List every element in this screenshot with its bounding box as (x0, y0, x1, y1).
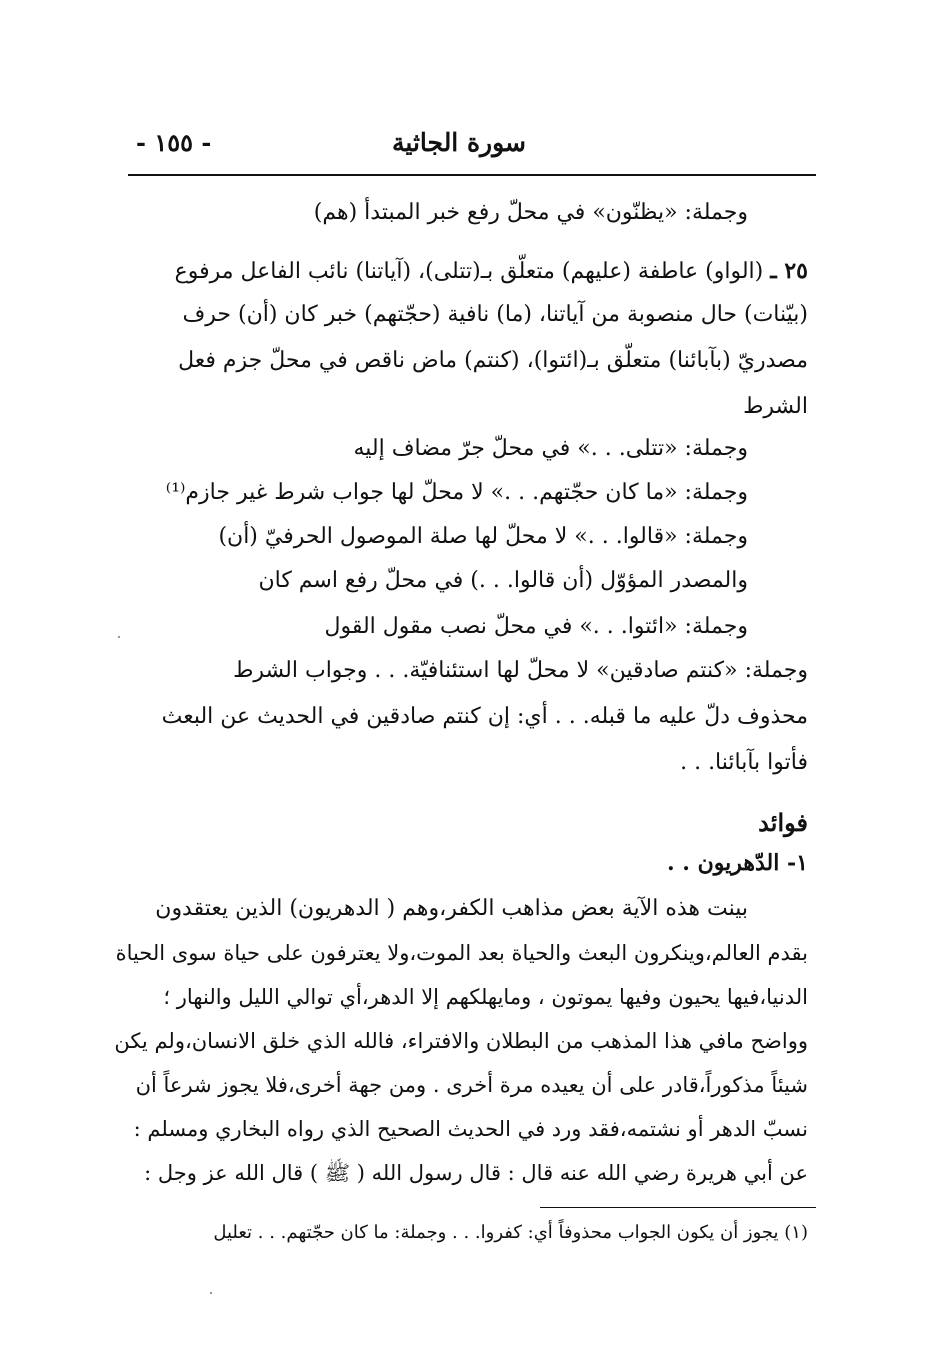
text-line: بينت هذه الآية بعض مذاهب الكفر،وهم ( الدهريون) الذين يعتقدون (155, 896, 748, 921)
paragraph-line (126, 256, 808, 287)
text-line: وجملة: «تتلى. . .» في محلّ جرّ مضاف إليه (353, 436, 748, 461)
text-line: وجملة: «ائتوا. . .» في محلّ نصب مقول القول (324, 614, 748, 639)
section-title: فوائد (758, 808, 808, 837)
running-title: سورة الجاثية (392, 128, 526, 157)
text-line: وجملة: «قالوا. . .» لا محلّ لها صلة الموصول الحرفيّ (أن) (218, 524, 748, 549)
page-header (128, 128, 816, 168)
footnote-rule (540, 1207, 816, 1208)
footnote: (١) يجوز أن يكون الجواب محذوفاً أي: كفروا. . . وجملة: ما كان حجّتهم. . . تعليل (213, 1222, 808, 1243)
text-line: محذوف دلّ عليه ما قبله. . . أي: إن كنتم صادقين في الحديث عن البعث (161, 704, 808, 729)
subsection-title: ١- الدّهريون . . (666, 850, 808, 876)
text-span: (الواو) عاطفة (عليهم) متعلّق بـ(تتلى)، (آياتنا) نائب الفاعل مرفوع (174, 259, 764, 284)
text-line: الشرط (743, 394, 808, 419)
text-line: عن أبي هريرة رضي الله عنه قال : قال رسول الله ( ﷺ ) قال الله عز وجل : (144, 1161, 808, 1185)
text-line: وجملة: «يظنّون» في محلّ رفع خبر المبتدأ (هم) (313, 200, 748, 225)
text-line: بقدم العالم،وينكرون البعث والحياة بعد الموت،ولا يعترفون على حياة سوى الحياة (115, 941, 808, 965)
page-number: - ١٥٥ - (136, 128, 212, 157)
text-line: مصدريّ (بآبائنا) متعلّق بـ(ائتوا)، (كنتم) ماض ناقص في محلّ جزم فعل (178, 348, 808, 373)
text-line: (بيّنات) حال منصوبة من آياتنا، (ما) نافية (حجّتهم) خبر كان (أن) حرف (182, 302, 808, 327)
scan-speck (210, 1292, 212, 1294)
scan-speck (118, 636, 120, 638)
text-line: وواضح مافي هذا المذهب من البطلان والافتراء، فالله الذي خلق الانسان،ولم يكن (114, 1029, 808, 1053)
text-line: وجملة: «كنتم صادقين» لا محلّ لها استئنافيّة. . . وجواب الشرط (233, 658, 808, 683)
text-line: وجملة: «ما كان حجّتهم. . .» لا محلّ لها جواب شرط غير جازم⁽¹⁾ (165, 480, 748, 505)
verse-number: ٢٥ ـ (770, 258, 808, 284)
text-line: فأتوا بآبائنا. . . (680, 750, 808, 775)
header-rule (128, 174, 816, 176)
text-line: شيئاً مذكوراً،قادر على أن يعيده مرة أخرى . ومن جهة أخرى،فلا يجوز شرعاً أن (135, 1073, 808, 1097)
text-line: نسبّ الدهر أو نشتمه،فقد ورد في الحديث الصحيح الذي رواه البخاري ومسلم : (133, 1117, 808, 1141)
text-line: الدنيا،فيها يحيون وفيها يموتون ، ومايهلكهم إلا الدهر،أي توالي الليل والنهار ؛ (163, 985, 808, 1009)
text-line: والمصدر المؤوّل (أن قالوا. . .) في محلّ رفع اسم كان (258, 568, 748, 593)
